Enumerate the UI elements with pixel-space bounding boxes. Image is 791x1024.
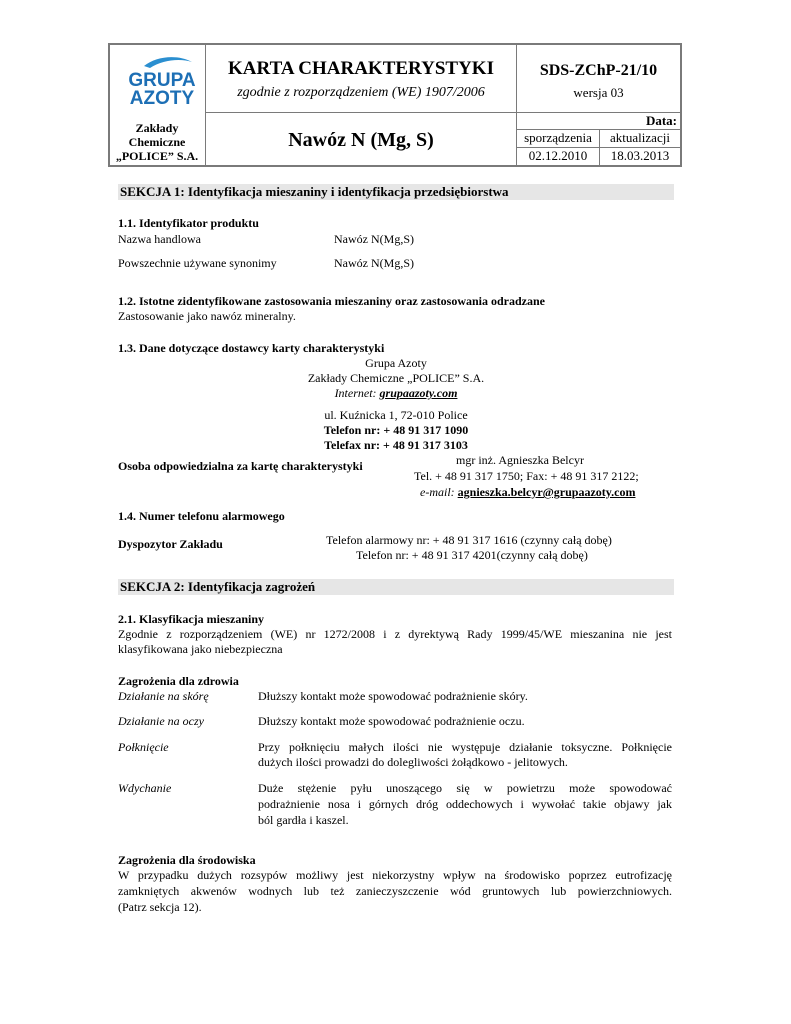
usage-text: Zastosowanie jako nawóz mineralny. — [118, 309, 296, 323]
hazard-text-eyes: Dłuższy kontakt może spowodować podrażnienie oczu. — [258, 714, 525, 728]
internet-link[interactable]: grupaazoty.com — [379, 386, 458, 400]
responsible-person-name: mgr inż. Agnieszka Belcyr — [456, 453, 584, 467]
hazard-label-inhalation: Wdychanie — [118, 781, 172, 795]
email-label: e-mail: — [420, 485, 455, 499]
responsible-person-phone: Tel. + 48 91 317 1750; Fax: + 48 91 317 2122; — [414, 469, 639, 483]
responsible-person-label: Osoba odpowiedzialna za kartę charakterystyki — [118, 459, 363, 473]
document-code: SDS-ZChP-21/10 — [539, 62, 658, 79]
hazard-label-eyes: Działanie na oczy — [118, 714, 204, 728]
trade-name-label: Nazwa handlowa — [118, 232, 201, 246]
date-updated-header: aktualizacji — [610, 130, 670, 145]
environment-hazards-text: W przypadku dużych rozsypów możliwy jest niekorzystny wpływ na środowisko poprzez eutrofizację — [118, 868, 672, 882]
alarm-phone-2: Telefon nr: + 48 91 317 4201(czynny całą dobę) — [356, 548, 588, 562]
subsection-1-4-heading: 1.4. Numer telefonu alarmowego — [118, 509, 285, 523]
svg-text:AZOTY: AZOTY — [129, 88, 195, 108]
header-divider — [206, 112, 680, 113]
email-link[interactable]: agnieszka.belcyr@grupaazoty.com — [457, 485, 636, 499]
synonyms-value: Nawóz N(Mg,S) — [334, 256, 414, 270]
date-updated: 18.03.2013 — [610, 148, 670, 163]
hazard-text-inhalation: Duże stężenie pyłu unoszącego się w powietrzu może spowodować — [258, 781, 672, 795]
supplier-company: Zakłady Chemiczne „POLICE” S.A. — [307, 371, 485, 385]
date-created-header: sporządzenia — [524, 130, 592, 145]
synonyms-label: Powszechnie używane synonimy — [118, 256, 277, 270]
section-1-heading: SEKCJA 1: Identyfikacja mieszaniny i identyfikacja przedsiębiorstwa — [118, 184, 674, 200]
hazard-text-inhalation: ból gardła i kaszel. — [258, 813, 349, 827]
alarm-phone: Telefon alarmowy nr: + 48 91 317 1616 (czynny całą dobę) — [326, 533, 612, 547]
health-hazards-heading: Zagrożenia dla zdrowia — [118, 674, 239, 688]
environment-hazards-text: (Patrz sekcja 12). — [118, 900, 202, 914]
document-subtitle: zgodnie z rozporządzeniem (WE) 1907/2006 — [237, 85, 485, 100]
company-line: Zakłady — [135, 121, 179, 135]
environment-hazards-heading: Zagrożenia dla środowiska — [118, 853, 256, 867]
hazard-text-inhalation: podrażnienie nosa i górnych dróg oddechowych i wywołać takie objawy jak — [258, 797, 672, 811]
dispatcher-label: Dyspozytor Zakładu — [118, 537, 223, 551]
date-label: Data: — [645, 113, 677, 128]
date-created: 02.12.2010 — [528, 148, 588, 163]
logo-swoosh-icon — [122, 56, 202, 108]
subsection-2-1-heading: 2.1. Klasyfikacja mieszaniny — [118, 612, 264, 626]
supplier-internet — [118, 386, 674, 400]
document-version: wersja 03 — [573, 85, 624, 100]
classification-text: klasyfikowana jako niebezpieczna — [118, 642, 283, 656]
hazard-text-skin: Dłuższy kontakt może spowodować podrażnienie skóry. — [258, 689, 528, 703]
supplier-phone: Telefon nr: + 48 91 317 1090 — [323, 423, 469, 437]
supplier-fax: Telefax nr: + 48 91 317 3103 — [324, 438, 468, 452]
document-title: KARTA CHARAKTERYSTYKI — [228, 58, 494, 79]
hazard-label-skin: Działanie na skórę — [118, 689, 209, 703]
product-name: Nawóz N (Mg, S) — [288, 129, 434, 151]
internet-label: Internet: — [334, 386, 377, 400]
supplier-name: Grupa Azoty — [365, 356, 427, 370]
grupa-azoty-logo — [122, 56, 202, 108]
responsible-person-email — [420, 485, 635, 499]
subsection-1-2-heading: 1.2. Istotne zidentyfikowane zastosowania mieszaniny oraz zastosowania odradzane — [118, 294, 545, 308]
hazard-text-swallow: dużych ilości prowadzi do dolegliwości żołądkowo - jelitowych. — [258, 755, 568, 769]
hazard-text-swallow: Przy połknięciu małych ilości nie występuje działanie toksyczne. Połknięcie — [258, 740, 672, 754]
supplier-address: ul. Kuźnicka 1, 72-010 Police — [324, 408, 468, 422]
hazard-label-swallow: Połknięcie — [118, 740, 169, 754]
svg-text:GRUPA: GRUPA — [128, 70, 196, 91]
trade-name-value: Nawóz N(Mg,S) — [334, 232, 414, 246]
subsection-1-3-heading: 1.3. Dane dotyczące dostawcy karty charakterystyki — [118, 341, 385, 355]
classification-text: Zgodnie z rozporządzeniem (WE) nr 1272/2008 i z dyrektywą Rady 1999/45/WE mieszanina nie jest — [118, 627, 672, 641]
subsection-1-1-heading: 1.1. Identyfikator produktu — [118, 216, 259, 230]
company-line: „POLICE” S.A. — [115, 149, 199, 163]
section-2-heading: SEKCJA 2: Identyfikacja zagrożeń — [118, 579, 674, 595]
company-name — [108, 121, 206, 163]
environment-hazards-text: zamkniętych akwenów wodnych lub też zanieczyszczenie wód gruntowych lub powierzchniowych. — [118, 884, 672, 898]
company-line: Chemiczne — [128, 135, 186, 149]
